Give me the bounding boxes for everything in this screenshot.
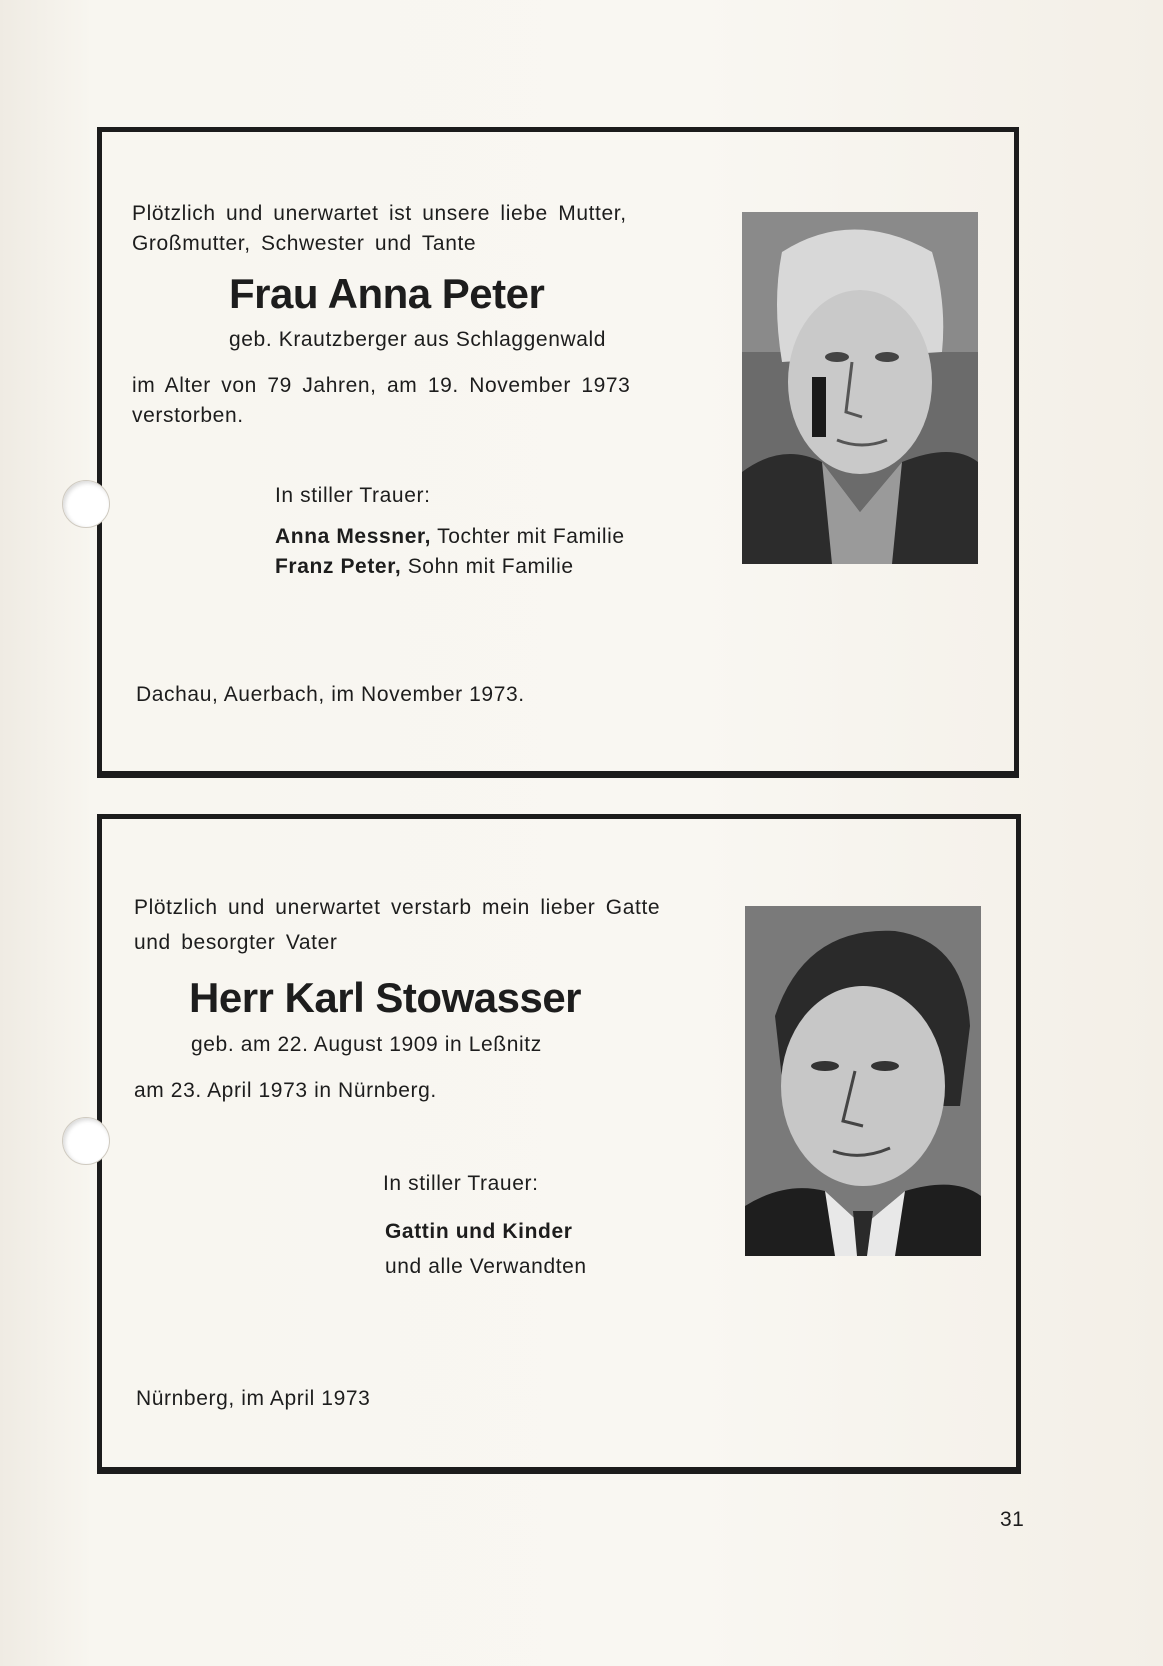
mourners-line-2: und alle Verwandten [385,1255,587,1278]
intro-line-2: Großmutter, Schwester und Tante [132,232,477,255]
deceased-name: Frau Anna Peter [229,270,545,317]
mourner-relation: Tochter mit Familie [437,525,625,548]
punch-hole [62,480,110,528]
punch-hole [62,1117,110,1165]
detail-line-2: verstorben. [132,404,244,427]
place-date: Nürnberg, im April 1973 [136,1387,371,1410]
portrait-photo [745,906,981,1256]
detail-line-1: am 23. April 1973 in Nürnberg. [134,1079,437,1102]
mourning-heading: In stiller Trauer: [275,484,431,507]
place-date: Dachau, Auerbach, im November 1973. [136,683,525,706]
mourner-line [275,552,574,582]
mourner-name: Franz Peter, [275,555,402,578]
intro-line-1: Plötzlich und unerwartet ist unsere liebe Mutter, [132,202,627,225]
deceased-name: Herr Karl Stowasser [189,974,582,1021]
mourner-line [275,522,625,552]
intro-line-1: Plötzlich und unerwartet verstarb mein lieber Gatte [134,896,661,919]
mourners-bold: Gattin und Kinder [385,1220,573,1243]
page-number: 31 [1000,1508,1025,1531]
mourning-heading: In stiller Trauer: [383,1172,539,1195]
mourner-name: Anna Messner, [275,525,432,548]
portrait-photo [742,212,978,564]
detail-line-1: im Alter von 79 Jahren, am 19. November 1973 [132,374,631,397]
intro-line-2: und besorgter Vater [134,931,338,954]
birth-info: geb. am 22. August 1909 in Leßnitz [191,1033,542,1056]
birth-info: geb. Krautzberger aus Schlaggenwald [229,328,607,351]
mourner-relation: Sohn mit Familie [407,555,574,578]
